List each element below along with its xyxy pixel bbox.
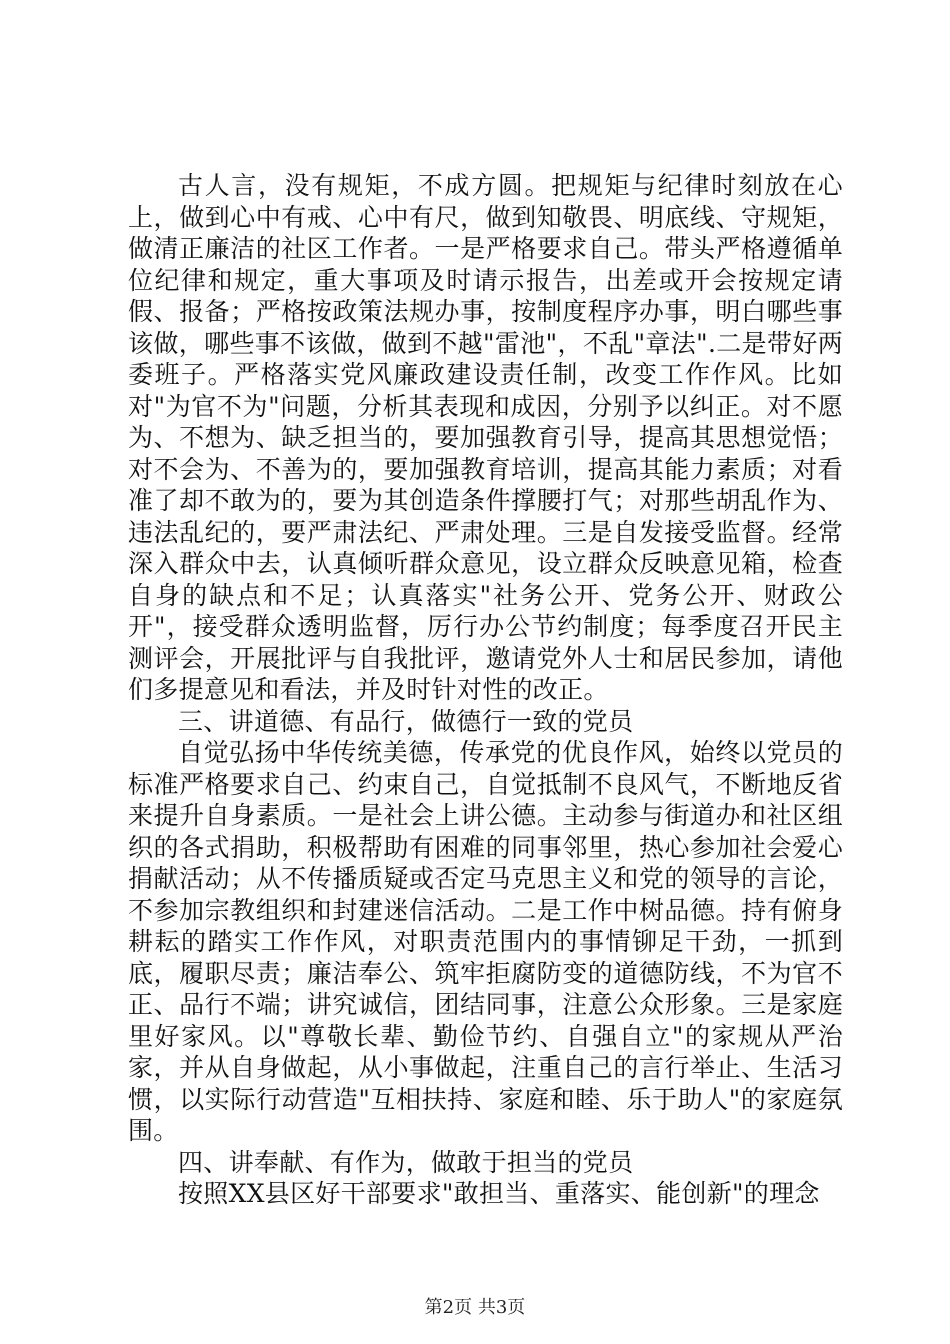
- paragraph-discipline: 古人言，没有规矩，不成方圆。把规矩与纪律时刻放在心上，做到心中有戒、心中有尺，做到知敬畏、明底线、守规矩，做清正廉洁的社区工作者。一是严格要求自己。带头严格遵循单位纪律和规定，重大事项及时请示报告，出差或开会按规定请假、报备；严格按政策法规办事，按制度程序办事，明白哪些事该做，哪些事不该做，做到不越"雷池"，不乱"章法".二是带好两委班子。严格落实党风廉政建设责任制，改变工作作风。比如对"为官不为"问题，分析其表现和成因，分别予以纠正。对不愿为、不想为、缺乏担当的，要加强教育引导，提高其思想觉悟；对不会为、不善为的，要加强教育培训，提高其能力素质；对看准了却不敢为的，要为其创造条件撑腰打气；对那些胡乱作为、违法乱纪的，要严肃法纪、严肃处理。三是自发接受监督。经常深入群众中去，认真倾听群众意见，设立群众反映意见箱，检查自身的缺点和不足；认真落实"社务公开、党务公开、财政公开"，接受群众透明监督，厉行办公节约制度；每季度召开民主测评会，开展批评与自我批评，邀请党外人士和居民参加，请他们多提意见和看法，并及时针对性的改正。: [128, 171, 843, 704]
- section-heading-4: 四、讲奉献、有作为，做敢于担当的党员: [178, 1147, 634, 1177]
- paragraph-morality: 自觉弘扬中华传统美德，传承党的优良作风，始终以党员的标准严格要求自己、约束自己，自觉抵制不良风气，不断地反省来提升自身素质。一是社会上讲公德。主动参与街道办和社区组织的各式捐助，积极帮助有困难的同事邻里，热心参加社会爱心捐献活动；从不传播质疑或否定马克思主义和党的领导的言论，不参加宗教组织和封建迷信活动。二是工作中树品德。持有俯身耕耘的踏实工作作风，对职责范围内的事情铆足干劲，一抓到底，履职尽责；廉洁奉公、筑牢拒腐防变的道德防线，不为官不正、品行不端；讲究诚信，团结同事，注意公众形象。三是家庭里好家风。以"尊敬长辈、勤俭节约、自强自立"的家规从严治家，并从自身做起，从小事做起，注重自己的言行举止、生活习惯，以实际行动营造"互相扶持、家庭和睦、乐于助人"的家庭氛围。: [128, 738, 843, 1145]
- section-heading-3: 三、讲道德、有品行，做德行一致的党员: [178, 706, 634, 736]
- document-body: [128, 170, 843, 1210]
- page-number-footer: 第2页 共3页: [424, 1297, 526, 1318]
- paragraph-dedication: 按照XX县区好干部要求"敢担当、重落实、能创新"的理念: [178, 1179, 820, 1208]
